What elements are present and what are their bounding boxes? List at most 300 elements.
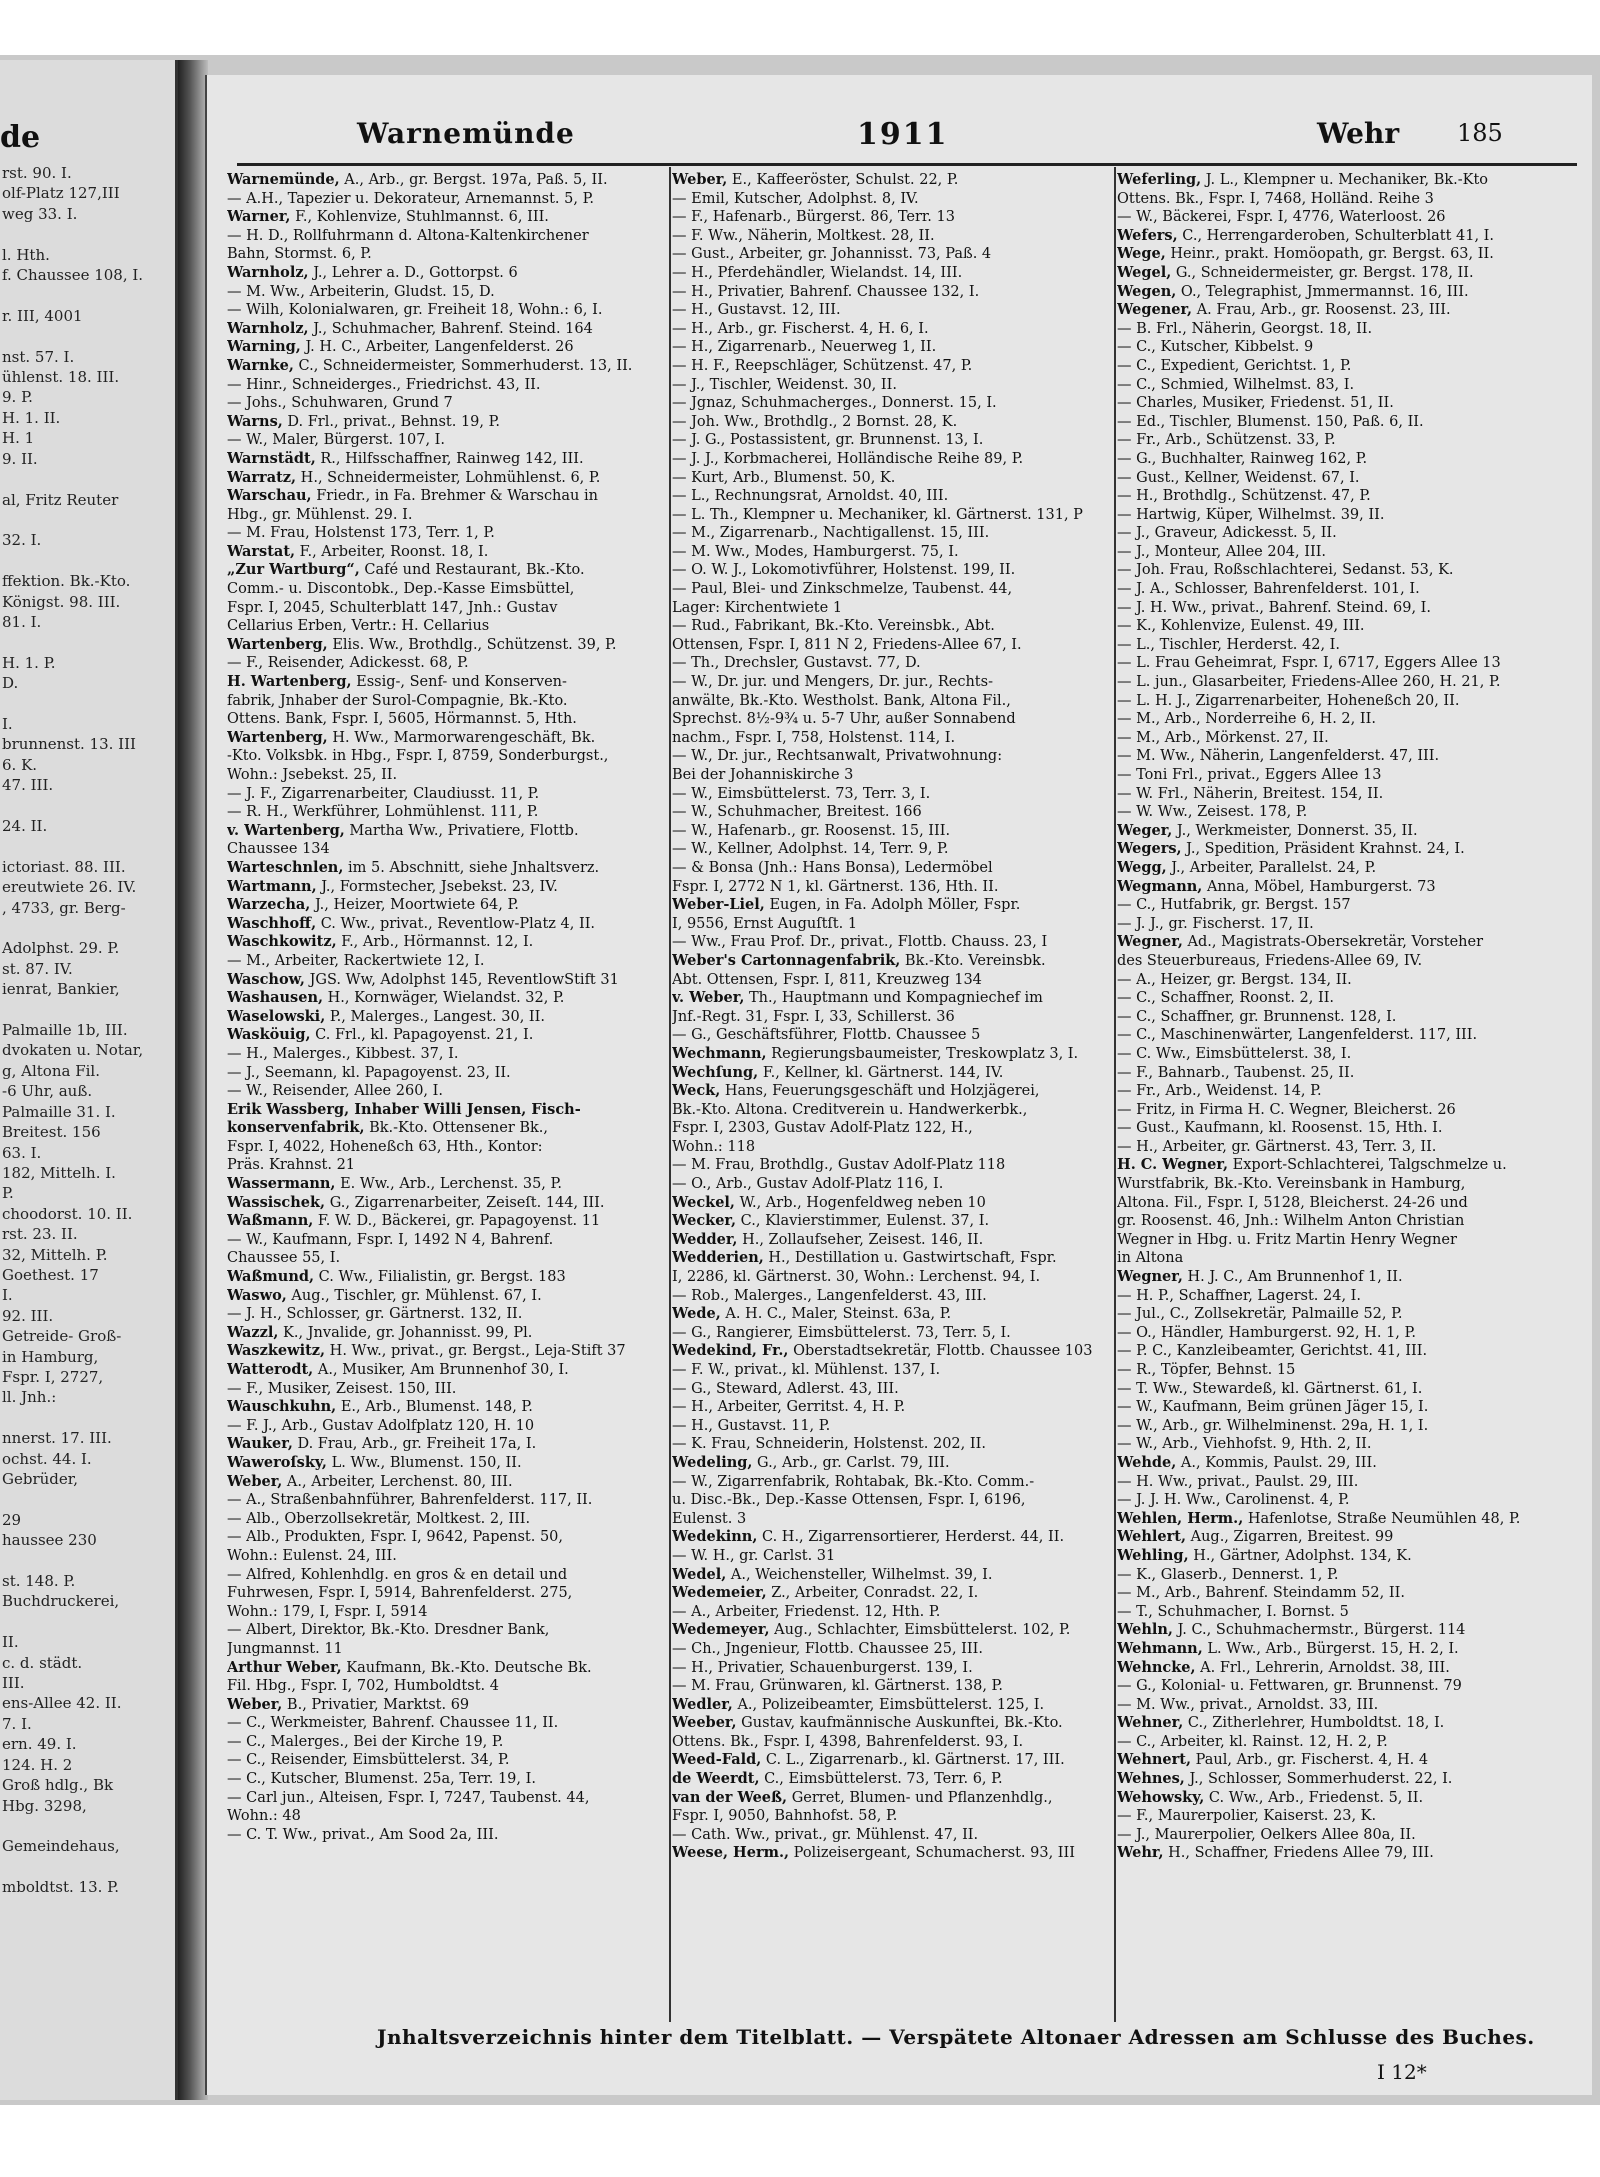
left-fragment-line: r. III, 4001 xyxy=(2,306,83,325)
entry-details: F., Kellner, kl. Gärtnerst. 144, IV. xyxy=(758,1064,1004,1081)
entry-details: Aug., Tischler, gr. Mühlenst. 67, I. xyxy=(286,1287,542,1304)
entry-details: D. Frau, Arb., gr. Freiheit 17a, I. xyxy=(292,1436,537,1453)
entry-details: Fspr. I, 2045, Schulterblatt 147, Jnh.: Gustav xyxy=(227,599,558,616)
entry-surname: Wedeling, xyxy=(672,1453,753,1471)
entry-details: — W., Eimsbüttelerst. 73, Terr. 3, I. xyxy=(672,785,931,802)
directory-entry xyxy=(1117,1138,1567,1157)
entry-details: Cellarius Erben, Vertr.: H. Cellarius xyxy=(227,618,490,635)
directory-entry xyxy=(227,636,667,655)
directory-entry xyxy=(672,524,1112,543)
column-3 xyxy=(1117,171,1567,2021)
running-header xyxy=(237,117,1577,157)
entry-details: — Joh. Frau, Roßschlachterei, Sedanst. 53, K. xyxy=(1117,562,1454,579)
entry-details: H., Schaffner, Friedens Allee 79, III. xyxy=(1163,1845,1434,1862)
directory-entry xyxy=(227,487,667,506)
entry-details: J., Lehrer a. D., Gottorpst. 6 xyxy=(308,264,518,281)
left-fragment-line: ens-Allee 42. II. xyxy=(2,1694,122,1713)
entry-details: — M. Ww., Modes, Hamburgerst. 75, I. xyxy=(672,543,959,560)
directory-entry xyxy=(1117,1435,1567,1454)
entry-details: C. Ww., Arb., Friedenst. 5, II. xyxy=(1204,1789,1424,1806)
directory-entry xyxy=(1117,301,1567,320)
directory-entry xyxy=(227,1807,667,1826)
directory-entry xyxy=(672,1807,1112,1826)
entry-details: u. Disc.-Bk., Dep.-Kasse Ottensen, Fspr. I, 6196, xyxy=(672,1492,1026,1509)
entry-details: L. Ww., Arb., Bürgerst. 15, H. 2, I. xyxy=(1202,1640,1459,1657)
directory-entry xyxy=(672,617,1112,636)
directory-entry xyxy=(672,1659,1112,1678)
directory-entry xyxy=(672,1249,1112,1268)
entry-surname: Wegener, xyxy=(1117,301,1193,319)
entry-details: — C., Schmied, Wilhelmst. 83, I. xyxy=(1117,376,1355,393)
directory-entry xyxy=(227,933,667,952)
entry-details: Bei der Johanniskirche 3 xyxy=(672,767,854,783)
directory-entry xyxy=(1117,1342,1567,1361)
entry-surname: Wedekinn, xyxy=(672,1528,758,1546)
entry-details: Jnf.-Regt. 31, Fspr. I, 33, Schillerst. 36 xyxy=(672,1008,955,1025)
directory-entry xyxy=(227,171,667,190)
entry-details: F., Kohlenvize, Stuhlmannst. 6, III. xyxy=(290,209,549,226)
directory-entry xyxy=(672,1417,1112,1436)
entry-surname: Weeber, xyxy=(672,1714,737,1732)
entry-details: — J., Tischler, Weidenst. 30, II. xyxy=(672,376,897,393)
column-divider-1 xyxy=(669,167,671,2022)
entry-details: — J. J. H. Ww., Carolinenst. 4, P. xyxy=(1117,1492,1350,1509)
entry-details: — K., Kohlenvize, Eulenst. 49, III. xyxy=(1117,618,1365,635)
column-2 xyxy=(672,171,1112,2021)
entry-details: H., Gärtner, Adolphst. 134, K. xyxy=(1188,1547,1412,1564)
entry-details: — W., Hafenarb., gr. Roosenst. 15, III. xyxy=(672,822,951,839)
left-fragment-line: olf-Platz 127,III xyxy=(2,184,120,203)
directory-entry xyxy=(1117,190,1567,209)
entry-surname: Wedder, xyxy=(672,1230,738,1248)
entry-details: Friedr., in Fa. Brehmer & Warschau in xyxy=(311,488,598,505)
directory-entry xyxy=(672,1826,1112,1845)
directory-entry xyxy=(1117,320,1567,339)
directory-entry xyxy=(227,1287,667,1306)
left-fragment-line: 182, Mittelh. I. xyxy=(2,1163,116,1182)
entry-details: JGS. Ww, Adolphst 145, ReventlowStift 31 xyxy=(304,971,619,988)
entry-surname: Weber, xyxy=(672,171,728,188)
entry-details: B., Privatier, Marktst. 69 xyxy=(282,1696,470,1713)
directory-entry xyxy=(672,208,1112,227)
directory-entry xyxy=(227,524,667,543)
left-fragment-line: Getreide- Groß- xyxy=(2,1327,122,1346)
entry-details: A., Kommis, Paulst. 29, III. xyxy=(1176,1454,1377,1471)
entry-details: H., Destillation u. Gastwirtschaft, Fspr. xyxy=(763,1250,1057,1267)
directory-entry xyxy=(672,1287,1112,1306)
left-fragment-line: st. 148. P. xyxy=(2,1572,76,1591)
entry-surname: Wehnert, xyxy=(1117,1751,1192,1769)
directory-entry xyxy=(227,245,667,264)
entry-details: — J. F., Zigarrenarbeiter, Claudiusst. 11, P. xyxy=(227,785,540,802)
directory-entry xyxy=(672,1696,1112,1715)
directory-entry xyxy=(227,617,667,636)
directory-entry xyxy=(1117,561,1567,580)
directory-entry xyxy=(227,1249,667,1268)
entry-details: — C., Expedient, Gerichtst. 1, P. xyxy=(1117,357,1352,374)
directory-entry xyxy=(227,1361,667,1380)
directory-entry xyxy=(227,1101,667,1120)
left-fragment-line: l. Hth. xyxy=(2,245,50,264)
entry-details: Z., Arbeiter, Conradst. 22, I. xyxy=(766,1585,979,1602)
column-1 xyxy=(227,171,667,2021)
entry-details: Eugen, in Fa. Adolph Möller, Fspr. xyxy=(764,897,1021,914)
entry-details: Wohn.: 179, I, Fspr. I, 5914 xyxy=(227,1603,428,1620)
left-fragment-line: Groß hdlg., Bk xyxy=(2,1776,114,1795)
entry-surname: Weber's Cartonnagenfabrik, xyxy=(672,951,901,969)
left-fragment-line: ienrat, Bankier, xyxy=(2,980,120,999)
entry-surname: „Zur Wartburg“, xyxy=(227,561,360,579)
directory-entry xyxy=(672,1733,1112,1752)
entry-details: — A., Heizer, gr. Bergst. 134, II. xyxy=(1117,971,1352,988)
entry-surname: Wede, xyxy=(672,1305,721,1323)
entry-surname: Wehner, xyxy=(1117,1714,1184,1732)
entry-details: — C., Kutscher, Kibbelst. 9 xyxy=(1117,339,1314,356)
directory-entry xyxy=(672,952,1112,971)
entry-details: — J. A., Schlosser, Bahrenfelderst. 101, I. xyxy=(1117,581,1420,598)
directory-entry xyxy=(227,208,667,227)
directory-entry xyxy=(227,729,667,748)
entry-surname: Warschau, xyxy=(227,487,312,505)
entry-details: Altona. Fil., Fspr. I, 5128, Bleicherst. 24-26 und xyxy=(1117,1194,1468,1211)
entry-details: L. Ww., Blumenst. 150, II. xyxy=(326,1454,522,1471)
entry-surname: Wegg, xyxy=(1117,858,1167,876)
directory-entry xyxy=(672,1361,1112,1380)
left-fragment-line: 124. H. 2 xyxy=(2,1755,73,1774)
left-fragment-line: 32, Mittelh. P. xyxy=(2,1245,108,1264)
directory-entry xyxy=(1117,1547,1567,1566)
entry-details: — R. H., Werkführer, Lohmühlenst. 111, P. xyxy=(227,804,539,821)
left-fragment-line: 81. I. xyxy=(2,612,42,631)
entry-details: — K. Frau, Schneiderin, Holstenst. 202, II. xyxy=(672,1436,986,1453)
left-fragment-line: rst. 23. II. xyxy=(2,1225,78,1244)
left-fragment-line: 92. III. xyxy=(2,1306,54,1325)
directory-entry xyxy=(672,1045,1112,1064)
left-fragment-line: 24. II. xyxy=(2,817,48,835)
entry-surname: Warratz, xyxy=(227,468,297,486)
entry-details: — J., Monteur, Allee 204, III. xyxy=(1117,543,1327,560)
directory-entry xyxy=(227,952,667,971)
entry-details: C., Herrengarderoben, Schulterblatt 41, I. xyxy=(1177,227,1495,244)
entry-surname: Wegers, xyxy=(1117,840,1182,858)
entry-details: des Steuerbureaus, Friedens-Allee 69, IV. xyxy=(1117,952,1423,969)
entry-details: E., Kaffeeröster, Schulst. 22, P. xyxy=(727,172,959,188)
entry-details: — F., Hafenarb., Bürgerst. 86, Terr. 13 xyxy=(672,209,955,226)
entry-surname: Wehmann, xyxy=(1117,1639,1203,1657)
entry-details: J. L., Klempner u. Mechaniker, Bk.-Kto xyxy=(1201,172,1489,188)
directory-entry xyxy=(227,580,667,599)
footer-note: Jnhaltsverzeichnis hinter dem Titelblatt. — Verspätete Altonaer Adressen am Schlusse des Buches. xyxy=(377,2025,1535,2049)
entry-details: F., Arb., Hörmannst. 12, I. xyxy=(336,934,534,951)
left-fragment-line: ern. 49. I. xyxy=(2,1735,77,1754)
directory-entry xyxy=(672,1473,1112,1492)
directory-entry xyxy=(227,283,667,302)
entry-details: — W., Dr. jur., Rechtsanwalt, Privatwohnung: xyxy=(672,748,1003,765)
entry-details: — Gust., Kellner, Weidenst. 67, I. xyxy=(1117,469,1360,486)
entry-details: Fspr. I, 4022, Hoheneßch 63, Hth., Kontor: xyxy=(227,1138,543,1155)
directory-entry xyxy=(672,171,1112,190)
directory-entry xyxy=(227,1454,667,1473)
entry-details: — F., Maurerpolier, Kaiserst. 23, K. xyxy=(1117,1808,1377,1825)
directory-entry xyxy=(227,1175,667,1194)
directory-entry xyxy=(1117,766,1567,785)
entry-details: — C., Schaffner, gr. Brunnenst. 128, I. xyxy=(1117,1008,1397,1025)
entry-details: — Ch., Jngenieur, Flottb. Chaussee 25, III. xyxy=(672,1640,983,1657)
directory-entry xyxy=(672,1751,1112,1770)
entry-details: J., Werkmeister, Donnerst. 35, II. xyxy=(1172,822,1418,839)
directory-entry xyxy=(227,450,667,469)
directory-entry xyxy=(1117,1491,1567,1510)
entry-details: — H., Gustavst. 12, III. xyxy=(672,302,841,319)
directory-entry xyxy=(227,1342,667,1361)
entry-details: Ottensen, Fspr. I, 811 N 2, Friedens-Allee 67, I. xyxy=(672,636,1022,653)
entry-details: C. L., Zigarrenarb., kl. Gärtnerst. 17, III. xyxy=(761,1752,1065,1769)
directory-entry xyxy=(227,1138,667,1157)
directory-entry xyxy=(227,692,667,711)
directory-entry xyxy=(672,338,1112,357)
entry-details: Wurstfabrik, Bk.-Kto. Vereinsbank in Hamburg, xyxy=(1117,1176,1466,1193)
directory-entry xyxy=(227,803,667,822)
entry-details: Ottens. Bank, Fspr. I, 5605, Hörmannst. 5, Hth. xyxy=(227,711,577,728)
entry-details: — M., Arb., Norderreihe 6, H. 2, II. xyxy=(1117,711,1376,728)
directory-entry xyxy=(1117,1584,1567,1603)
directory-entry xyxy=(227,915,667,934)
directory-entry xyxy=(227,673,667,692)
entry-details: — J. H., Schlosser, gr. Gärtnerst. 132, II. xyxy=(227,1306,523,1323)
header-year: 1911 xyxy=(857,117,949,152)
entry-details: — C., Reisender, Eimsbüttelerst. 34, P. xyxy=(227,1752,510,1769)
entry-details: — M., Arb., Mörkenst. 27, II. xyxy=(1117,729,1329,746)
directory-entry xyxy=(672,859,1112,878)
directory-entry xyxy=(672,710,1112,729)
directory-entry xyxy=(672,1194,1112,1213)
entry-details: — H. D., Rollfuhrmann d. Altona-Kaltenkirchener xyxy=(227,227,589,244)
directory-entry xyxy=(672,450,1112,469)
directory-entry xyxy=(672,1491,1112,1510)
entry-details: A., Arbeiter, Lerchenst. 80, III. xyxy=(282,1473,513,1490)
entry-details: Martha Ww., Privatiere, Flottb. xyxy=(344,822,579,839)
entry-details: — A., Straßenbahnführer, Bahrenfelderst. 117, II. xyxy=(227,1492,593,1509)
entry-details: G., Arb., gr. Carlst. 79, III. xyxy=(752,1454,950,1471)
entry-details: H., Kornwäger, Wielandst. 32, P. xyxy=(323,990,565,1007)
directory-entry xyxy=(1117,1807,1567,1826)
entry-details: H. Ww., privat., gr. Bergst., Leja-Stift 37 xyxy=(325,1343,626,1360)
entry-details: Oberstadtsekretär, Flottb. Chaussee 103 xyxy=(788,1343,1093,1360)
directory-entry xyxy=(227,599,667,618)
entry-details: — J. J., Korbmacherei, Holländische Reihe 89, P. xyxy=(672,450,1024,467)
entry-surname: Wehde, xyxy=(1117,1453,1177,1471)
entry-surname: Wegel, xyxy=(1117,263,1172,281)
left-fragment-line xyxy=(0,469,175,489)
directory-entry xyxy=(672,1008,1112,1027)
left-fragment-line: Gemeindehaus, xyxy=(2,1837,120,1856)
entry-details: fabrik, Jnhaber der Surol-Compagnie, Bk.-Kto. xyxy=(227,692,568,709)
left-fragment-line: Hbg. 3298, xyxy=(2,1796,87,1815)
entry-details: — W. Frl., Näherin, Breitest. 154, II. xyxy=(1117,785,1384,802)
directory-entry xyxy=(672,1584,1112,1603)
directory-entry xyxy=(1117,524,1567,543)
directory-entry xyxy=(672,599,1112,618)
directory-entry xyxy=(1117,1844,1567,1863)
entry-details: — A., Arbeiter, Friedenst. 12, Hth. P. xyxy=(672,1603,941,1620)
directory-entry xyxy=(1117,989,1567,1008)
entry-details: — Alb., Produkten, Fspr. I, 9642, Papenst. 50, xyxy=(227,1529,564,1546)
entry-surname: H. C. Wegner, xyxy=(1117,1156,1229,1174)
entry-details: — H., Pferdehändler, Wielandst. 14, III. xyxy=(672,264,963,281)
entry-surname: Warning, xyxy=(227,338,301,356)
directory-entry xyxy=(227,1008,667,1027)
directory-entry xyxy=(672,357,1112,376)
entry-details: — Ed., Tischler, Blumenst. 150, Paß. 6, II. xyxy=(1117,413,1424,430)
directory-entry xyxy=(227,506,667,525)
entry-details: — M. Frau, Grünwaren, kl. Gärtnerst. 138, P. xyxy=(672,1678,1003,1695)
left-fragment-line: Fspr. I, 2727, xyxy=(2,1367,104,1386)
directory-entry xyxy=(672,933,1112,952)
directory-entry xyxy=(227,561,667,580)
entry-details: Fspr. I, 2772 N 1, kl. Gärtnerst. 136, Hth. II. xyxy=(672,878,999,895)
entry-details: — M., Arbeiter, Rackertwiete 12, I. xyxy=(227,952,485,969)
directory-entry xyxy=(227,1677,667,1696)
directory-entry xyxy=(672,1324,1112,1343)
directory-entry xyxy=(227,1324,667,1343)
entry-surname: Wehnes, xyxy=(1117,1770,1185,1788)
header-rule xyxy=(237,163,1577,166)
directory-entry xyxy=(1117,859,1567,878)
entry-details: Elis. Ww., Brothdlg., Schützenst. 39, P. xyxy=(327,636,617,653)
entry-details: — G., Steward, Adlerst. 43, III. xyxy=(672,1380,899,1397)
directory-entry xyxy=(672,1566,1112,1585)
entry-details: Bk.-Kto. Ottensener Bk., xyxy=(364,1120,549,1137)
directory-entry xyxy=(1117,636,1567,655)
directory-entry xyxy=(672,431,1112,450)
directory-entry xyxy=(227,971,667,990)
entry-surname: Wehr, xyxy=(1117,1844,1164,1862)
entry-surname: Wechſung, xyxy=(672,1063,759,1081)
entry-details: J., Spedition, Präsident Krahnst. 24, I. xyxy=(1181,841,1465,858)
entry-surname: Wecker, xyxy=(672,1212,737,1230)
entry-surname: Warnholz, xyxy=(227,263,309,281)
entry-details: — Rud., Fabrikant, Bk.-Kto. Vereinsbk., Abt. xyxy=(672,618,995,635)
entry-details: — G., Kolonial- u. Fettwaren, gr. Brunnenst. 79 xyxy=(1117,1678,1462,1695)
left-fragment-line: ictoriast. 88. III. xyxy=(2,857,126,876)
entry-surname: Waßmann, xyxy=(227,1212,314,1230)
entry-surname: Wartmann, xyxy=(227,877,317,895)
entry-surname: konservenfabrik, xyxy=(227,1119,365,1137)
directory-entry xyxy=(672,283,1112,302)
entry-details: — H. Ww., privat., Paulst. 29, III. xyxy=(1117,1473,1359,1490)
entry-details: — J., Seemann, kl. Papagoyenst. 23, II. xyxy=(227,1064,511,1081)
directory-entry xyxy=(672,543,1112,562)
entry-details: — H., Arbeiter, gr. Gärtnerst. 43, Terr. 3, II. xyxy=(1117,1138,1437,1155)
entry-details: Gerret, Blumen- und Pflanzenhdlg., xyxy=(787,1789,1053,1806)
directory-entry xyxy=(1117,1714,1567,1733)
entry-details: Comm.- u. Discontobk., Dep.-Kasse Eimsbüttel, xyxy=(227,581,575,598)
entry-details: Sprechst. 8½-9¾ u. 5-7 Uhr, außer Sonnabend xyxy=(672,711,1016,728)
entry-details: Fuhrwesen, Fspr. I, 5914, Bahrenfelderst. 275, xyxy=(227,1585,573,1602)
entry-details: — L. jun., Glasarbeiter, Friedens-Allee 260, H. 21, P. xyxy=(1117,674,1501,691)
entry-details: Lager: Kirchentwiete 1 xyxy=(672,599,843,616)
directory-entry xyxy=(1117,1454,1567,1473)
entry-details: Fspr. I, 9050, Bahnhofst. 58, P. xyxy=(672,1808,898,1825)
directory-entry xyxy=(1117,1640,1567,1659)
directory-entry xyxy=(227,1584,667,1603)
directory-entry xyxy=(1117,1305,1567,1324)
left-fragment-line: H. 1 xyxy=(2,429,35,448)
directory-entry xyxy=(1117,673,1567,692)
entry-surname: Waweroſsky, xyxy=(227,1453,327,1471)
entry-details: A., Musiker, Am Brunnenhof 30, I. xyxy=(313,1362,569,1378)
column-divider-2 xyxy=(1114,167,1116,2022)
directory-entry xyxy=(1117,413,1567,432)
left-fragment-line: Goethest. 17 xyxy=(2,1265,99,1284)
directory-entry xyxy=(672,766,1112,785)
left-fragment-line xyxy=(0,1857,175,1877)
entry-details: J., Schuhmacher, Bahrenf. Steind. 164 xyxy=(308,320,593,337)
left-fragment-line xyxy=(0,1000,175,1020)
directory-entry xyxy=(1117,952,1567,971)
entry-details: Wegner in Hbg. u. Fritz Martin Henry Wegner xyxy=(1117,1231,1457,1248)
entry-details: Wohn.: Eulenst. 24, III. xyxy=(227,1547,397,1564)
directory-entry xyxy=(672,1342,1112,1361)
left-fragment-line xyxy=(0,224,175,244)
entry-details: — F., Bahnarb., Taubenst. 25, II. xyxy=(1117,1064,1355,1081)
entry-details: — Kurt, Arb., Blumenst. 50, K. xyxy=(672,469,896,486)
entry-surname: Wedekind, Fr., xyxy=(672,1342,789,1360)
entry-surname: Wehling, xyxy=(1117,1546,1189,1564)
directory-entry xyxy=(1117,1249,1567,1268)
directory-entry xyxy=(227,896,667,915)
left-fragment-line: I. xyxy=(2,1286,13,1305)
directory-entry xyxy=(227,357,667,376)
directory-entry xyxy=(1117,469,1567,488)
entry-details: H. Ww., Marmorwarengeschäft, Bk. xyxy=(327,729,596,746)
entry-surname: Wauker, xyxy=(227,1435,293,1453)
directory-entry xyxy=(1117,785,1567,804)
directory-entry xyxy=(672,1212,1112,1231)
left-fragment-line: H. 1. P. xyxy=(2,653,56,672)
directory-entry xyxy=(1117,1751,1567,1770)
signature-mark: I 12* xyxy=(1377,2060,1427,2084)
left-fragment-line: Breitest. 156 xyxy=(2,1123,101,1142)
entry-details: C. Ww., privat., Reventlow-Platz 4, II. xyxy=(316,915,596,932)
entry-details: — W. H., gr. Carlst. 31 xyxy=(672,1547,836,1564)
entry-surname: Wegmann, xyxy=(1117,877,1203,895)
directory-entry xyxy=(1117,710,1567,729)
left-fragment-line: ochst. 44. I. xyxy=(2,1449,92,1468)
left-fragment-line: ll. Jnh.: xyxy=(2,1388,57,1407)
left-page-fragment xyxy=(0,60,178,2100)
entry-details: — Gust., Arbeiter, gr. Johannisst. 73, Paß. 4 xyxy=(672,246,992,263)
directory-entry xyxy=(227,1621,667,1640)
directory-entry xyxy=(672,1231,1112,1250)
entry-details: — W., Maler, Bürgerst. 107, I. xyxy=(227,432,446,449)
directory-entry xyxy=(672,747,1112,766)
entry-details: gr. Roosenst. 46, Jnh.: Wilhelm Anton Christian xyxy=(1117,1213,1465,1230)
entry-details: D. Frl., privat., Behnst. 19, P. xyxy=(282,413,501,430)
left-fragment-line: haussee 230 xyxy=(2,1531,97,1550)
directory-entry xyxy=(227,227,667,246)
directory-entry xyxy=(672,989,1112,1008)
directory-entry xyxy=(672,1528,1112,1547)
directory-entry xyxy=(227,710,667,729)
directory-entry xyxy=(227,1528,667,1547)
entry-details: — C., Malerges., Bei der Kirche 19, P. xyxy=(227,1733,504,1750)
directory-entry xyxy=(227,822,667,841)
entry-surname: Wege, xyxy=(1117,245,1166,263)
directory-entry xyxy=(1117,1566,1567,1585)
entry-surname: Wegner, xyxy=(1117,1268,1183,1286)
directory-entry xyxy=(672,1454,1112,1473)
